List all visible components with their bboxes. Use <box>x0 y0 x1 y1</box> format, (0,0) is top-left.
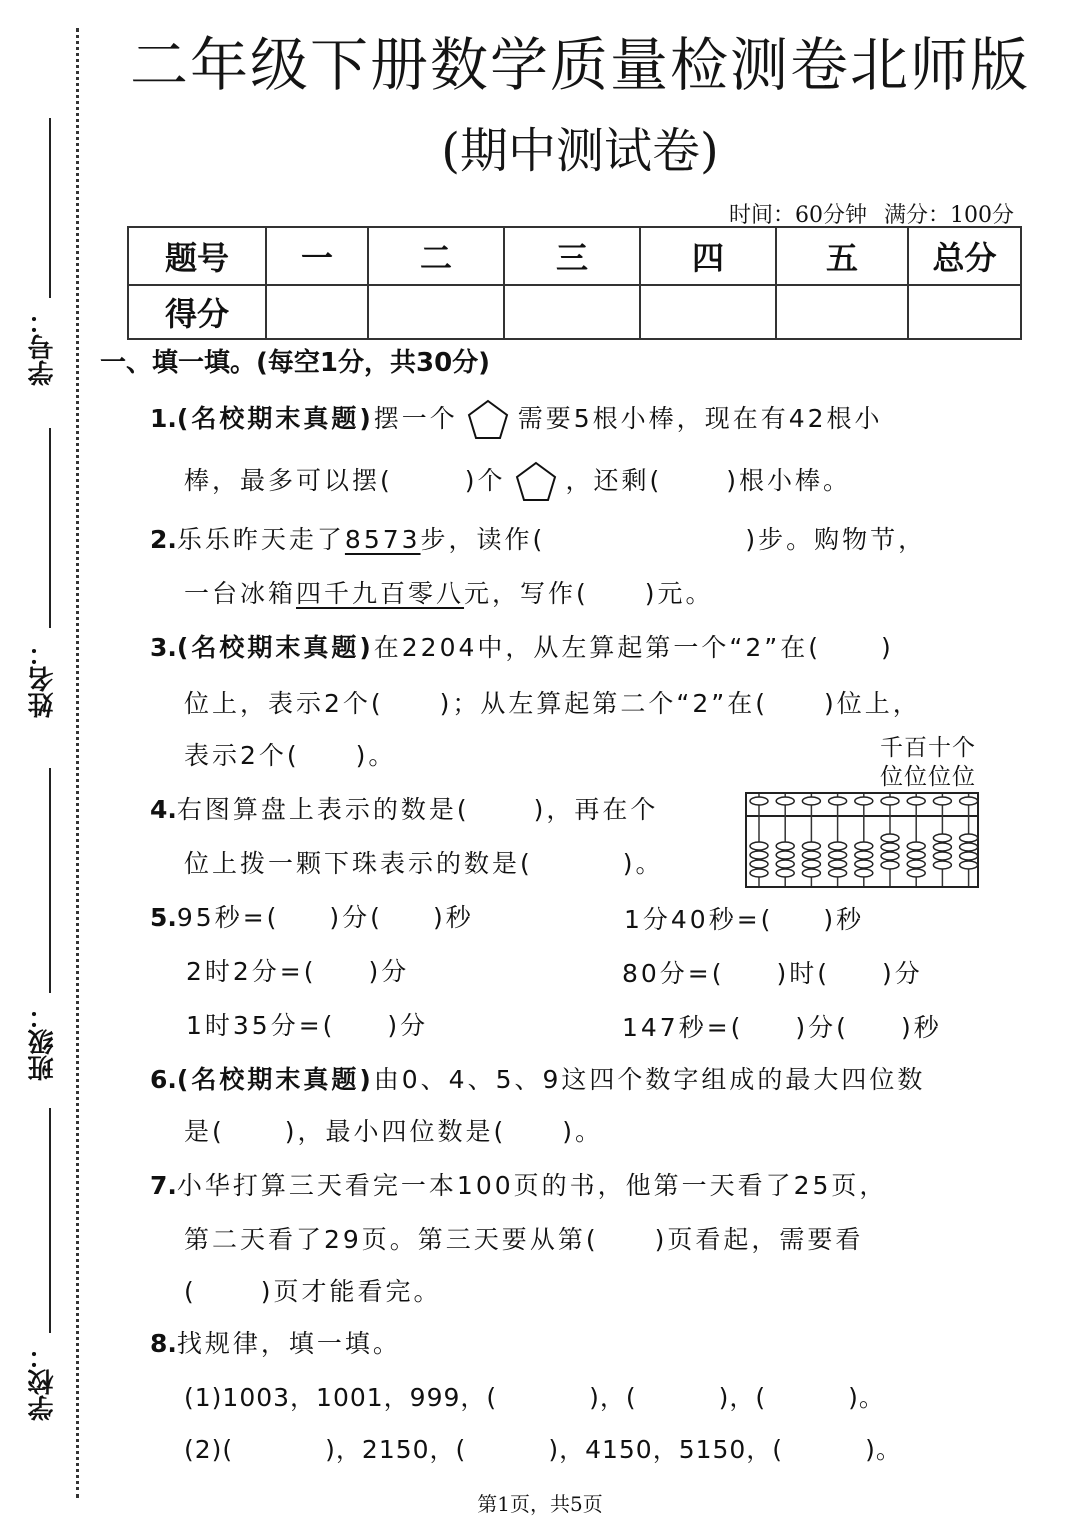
abacus-bead <box>907 851 925 859</box>
abacus-bead <box>907 869 925 877</box>
question-text: )根小棒。 <box>726 466 852 495</box>
score-cell[interactable] <box>368 285 504 339</box>
abacus-bead <box>960 852 978 860</box>
question-text: )，( <box>718 1383 767 1412</box>
question-text: 位上拨一颗下珠表示的数是( <box>184 849 533 878</box>
question-text: )，2150，( <box>325 1435 467 1464</box>
score-cell[interactable] <box>908 285 1021 339</box>
question-text: 一台冰箱 <box>184 579 297 608</box>
abacus-bead <box>750 797 768 805</box>
table-header-cell: 一 <box>266 227 368 285</box>
question-text: 摆一个 <box>373 404 458 433</box>
question-6-line-1 <box>150 1060 925 1096</box>
abacus-bead <box>855 869 873 877</box>
student-no-label: 学号： <box>28 308 58 386</box>
abacus-bead <box>881 843 899 851</box>
abacus-bead <box>933 843 951 851</box>
question-text: )页看起，需要看 <box>654 1225 864 1254</box>
question-text: 147秒=( <box>622 1013 744 1042</box>
abacus-bead <box>802 851 820 859</box>
question-text: )；从左算起第二个“2”在( <box>439 689 768 718</box>
abacus-bead <box>776 851 794 859</box>
question-text: )。 <box>622 849 664 878</box>
abacus-bead <box>829 797 847 805</box>
question-text: )时( <box>776 959 831 988</box>
abacus-bead <box>855 842 873 850</box>
question-number: 8. <box>150 1329 177 1358</box>
question-5-row-3b <box>622 1008 942 1044</box>
binding-dotted-line <box>76 28 79 1498</box>
question-text: 找规律，填一填。 <box>176 1329 401 1358</box>
question-7-line-2 <box>184 1220 863 1256</box>
abacus-bead <box>829 851 847 859</box>
table-header-cell: 总分 <box>908 227 1021 285</box>
class-line <box>49 768 51 993</box>
question-2-line-1 <box>150 520 926 556</box>
abacus-bead <box>960 797 978 805</box>
abacus-bead <box>750 869 768 877</box>
question-text: 乐乐昨天走了 <box>176 525 345 554</box>
question-4-line-1 <box>150 790 658 826</box>
question-1-line-2 <box>184 460 851 504</box>
score-cell[interactable] <box>776 285 908 339</box>
table-header-cell: 二 <box>368 227 504 285</box>
abacus-bead <box>750 842 768 850</box>
time-info <box>719 198 1014 229</box>
abacus-bead <box>750 860 768 868</box>
question-8-sub-2 <box>184 1430 902 1466</box>
abacus-bead <box>802 860 820 868</box>
section-heading: 一、填一填。(每空1分，共30分) <box>100 348 491 378</box>
question-text: (1)1003，1001，999，( <box>184 1383 498 1412</box>
question-text: 1分40秒=( <box>624 905 774 934</box>
question-number: 4. <box>150 795 177 824</box>
question-number: 2. <box>150 525 177 554</box>
abacus-bead <box>960 861 978 869</box>
question-text: 在2204中，从左算起第一个“2”在( <box>373 633 821 662</box>
name-line <box>49 428 51 628</box>
question-text: )，4150，5150，( <box>548 1435 784 1464</box>
question-6-line-2 <box>184 1112 603 1148</box>
question-3-line-1 <box>150 628 894 664</box>
abacus-bead <box>802 797 820 805</box>
abacus-bead <box>881 834 899 842</box>
abacus-bead <box>960 843 978 851</box>
abacus-bead <box>933 834 951 842</box>
abacus-bead <box>855 860 873 868</box>
abacus-bead <box>776 860 794 868</box>
abacus-bead <box>829 842 847 850</box>
underlined-number: 8573 <box>344 525 421 554</box>
question-text: 小华打算三天看完一本100页的书，他第一天看了25页， <box>176 1171 888 1200</box>
score-cell[interactable] <box>504 285 640 339</box>
question-text: )页才能看完。 <box>260 1277 442 1306</box>
abacus-bead <box>933 797 951 805</box>
question-7-line-1 <box>150 1166 887 1202</box>
abacus-bead <box>881 852 899 860</box>
question-1-line-1 <box>150 398 883 442</box>
abacus-bead <box>933 861 951 869</box>
abacus-bead <box>776 869 794 877</box>
question-text: )分 <box>387 1011 429 1040</box>
question-text: )位上， <box>824 689 921 718</box>
question-text: (2)( <box>184 1435 234 1464</box>
abacus-bead <box>907 842 925 850</box>
question-text: )步。购物节， <box>745 525 927 554</box>
question-5-row-1b <box>624 900 864 936</box>
student-no-line <box>49 118 51 298</box>
question-text: )。 <box>848 1383 885 1412</box>
score-cell[interactable] <box>266 285 368 339</box>
question-text: )，再在个 <box>533 795 659 824</box>
question-3-line-3 <box>184 736 396 772</box>
question-text: )秒 <box>432 903 474 932</box>
class-label: 班级： <box>28 1003 58 1081</box>
abacus-bead <box>802 869 820 877</box>
question-text: 第二天看了29页。第三天要从第( <box>184 1225 599 1254</box>
pentagon-icon <box>514 460 558 504</box>
abacus-bead <box>907 860 925 868</box>
question-text: )秒 <box>900 1013 942 1042</box>
table-header-cell: 四 <box>640 227 776 285</box>
question-number: 5. <box>150 903 177 932</box>
question-number: 7. <box>150 1171 177 1200</box>
abacus-bead <box>960 834 978 842</box>
abacus-bead <box>933 852 951 860</box>
abacus-bead <box>776 842 794 850</box>
question-text: )分 <box>882 959 923 988</box>
question-5-row-3 <box>186 1006 428 1042</box>
score-row-label: 得分 <box>128 285 266 339</box>
question-text: 2时2分=( <box>186 957 317 986</box>
question-text: )。 <box>562 1117 604 1146</box>
question-number: 1. <box>150 404 177 433</box>
question-text: 元，写作( <box>464 579 589 608</box>
question-8-sub-1 <box>184 1378 885 1414</box>
pentagon-icon <box>466 398 510 442</box>
abacus-image <box>745 792 979 888</box>
question-text: 1时35分=( <box>186 1011 336 1040</box>
question-4-line-2 <box>184 844 664 880</box>
question-text: ) <box>880 633 894 662</box>
abacus-bead <box>881 797 899 805</box>
question-7-line-3 <box>184 1272 442 1308</box>
question-text: ( <box>184 1277 197 1306</box>
question-text: 95秒=( <box>176 903 280 932</box>
page-title: 二年级下册数学质量检测卷北师版 <box>129 31 1030 99</box>
abacus-place-labels <box>880 734 976 792</box>
abacus-label-row: 位位位位 <box>880 764 976 790</box>
score-table <box>127 226 1022 340</box>
question-text: 位上，表示2个( <box>184 689 384 718</box>
question-tag: (名校期末真题) <box>176 1065 374 1094</box>
abacus-label-row: 千百十个 <box>880 735 976 761</box>
question-text: )分 <box>368 957 410 986</box>
question-number: 6. <box>150 1065 177 1094</box>
question-text: )，最小四位数是( <box>284 1117 507 1146</box>
question-text: )。 <box>865 1435 902 1464</box>
abacus-bead <box>907 797 925 805</box>
question-text: )分( <box>795 1013 849 1042</box>
question-text: 步，读作( <box>420 525 546 554</box>
question-text: )分( <box>329 903 383 932</box>
score-cell[interactable] <box>640 285 776 339</box>
underlined-words: 四千九百零八 <box>296 579 465 608</box>
question-text: ，还剩( <box>565 466 663 495</box>
question-text: 棒，最多可以摆( <box>184 466 393 495</box>
full-score: 满分：100分 <box>884 203 1014 228</box>
question-text: 80分=( <box>622 959 725 988</box>
time-limit: 时间：60分钟 <box>729 203 867 228</box>
abacus-bead <box>829 860 847 868</box>
table-header-cell: 三 <box>504 227 640 285</box>
school-label: 学校： <box>28 1343 58 1421</box>
page-subtitle: (期中测试卷) <box>441 123 719 179</box>
abacus-bead <box>855 851 873 859</box>
page-footer: 第1页，共5页 <box>477 1492 603 1516</box>
abacus-bead <box>750 851 768 859</box>
question-2-line-2 <box>184 574 714 610</box>
abacus-bead <box>881 861 899 869</box>
name-label: 姓名： <box>28 640 58 718</box>
abacus-bead <box>802 842 820 850</box>
table-header-cell: 题号 <box>128 227 266 285</box>
question-tag: (名校期末真题) <box>176 404 374 433</box>
table-header-cell: 五 <box>776 227 908 285</box>
school-line <box>49 1108 51 1333</box>
question-text: 是( <box>184 1117 225 1146</box>
question-3-line-2 <box>184 684 921 720</box>
question-text: 由0、4、5、9这四个数字组成的最大四位数 <box>373 1065 926 1094</box>
question-text: )元。 <box>644 579 714 608</box>
question-text: 右图算盘上表示的数是( <box>176 795 470 824</box>
abacus-bead <box>829 869 847 877</box>
question-text: 表示2个( <box>184 741 300 770</box>
question-text: )，( <box>589 1383 637 1412</box>
question-text: )个 <box>464 466 506 495</box>
abacus-bead <box>776 797 794 805</box>
question-text: 需要5根小棒，现在有42根小 <box>517 404 883 433</box>
abacus-bead <box>855 797 873 805</box>
question-8-line-1 <box>150 1324 401 1360</box>
question-text: )秒 <box>823 905 865 934</box>
question-5-row-2b <box>622 954 923 990</box>
question-number: 3. <box>150 633 177 662</box>
question-text: )。 <box>355 741 397 770</box>
question-5-row-1 <box>150 898 474 934</box>
question-5-row-2 <box>186 952 409 988</box>
question-tag: (名校期末真题) <box>176 633 374 662</box>
